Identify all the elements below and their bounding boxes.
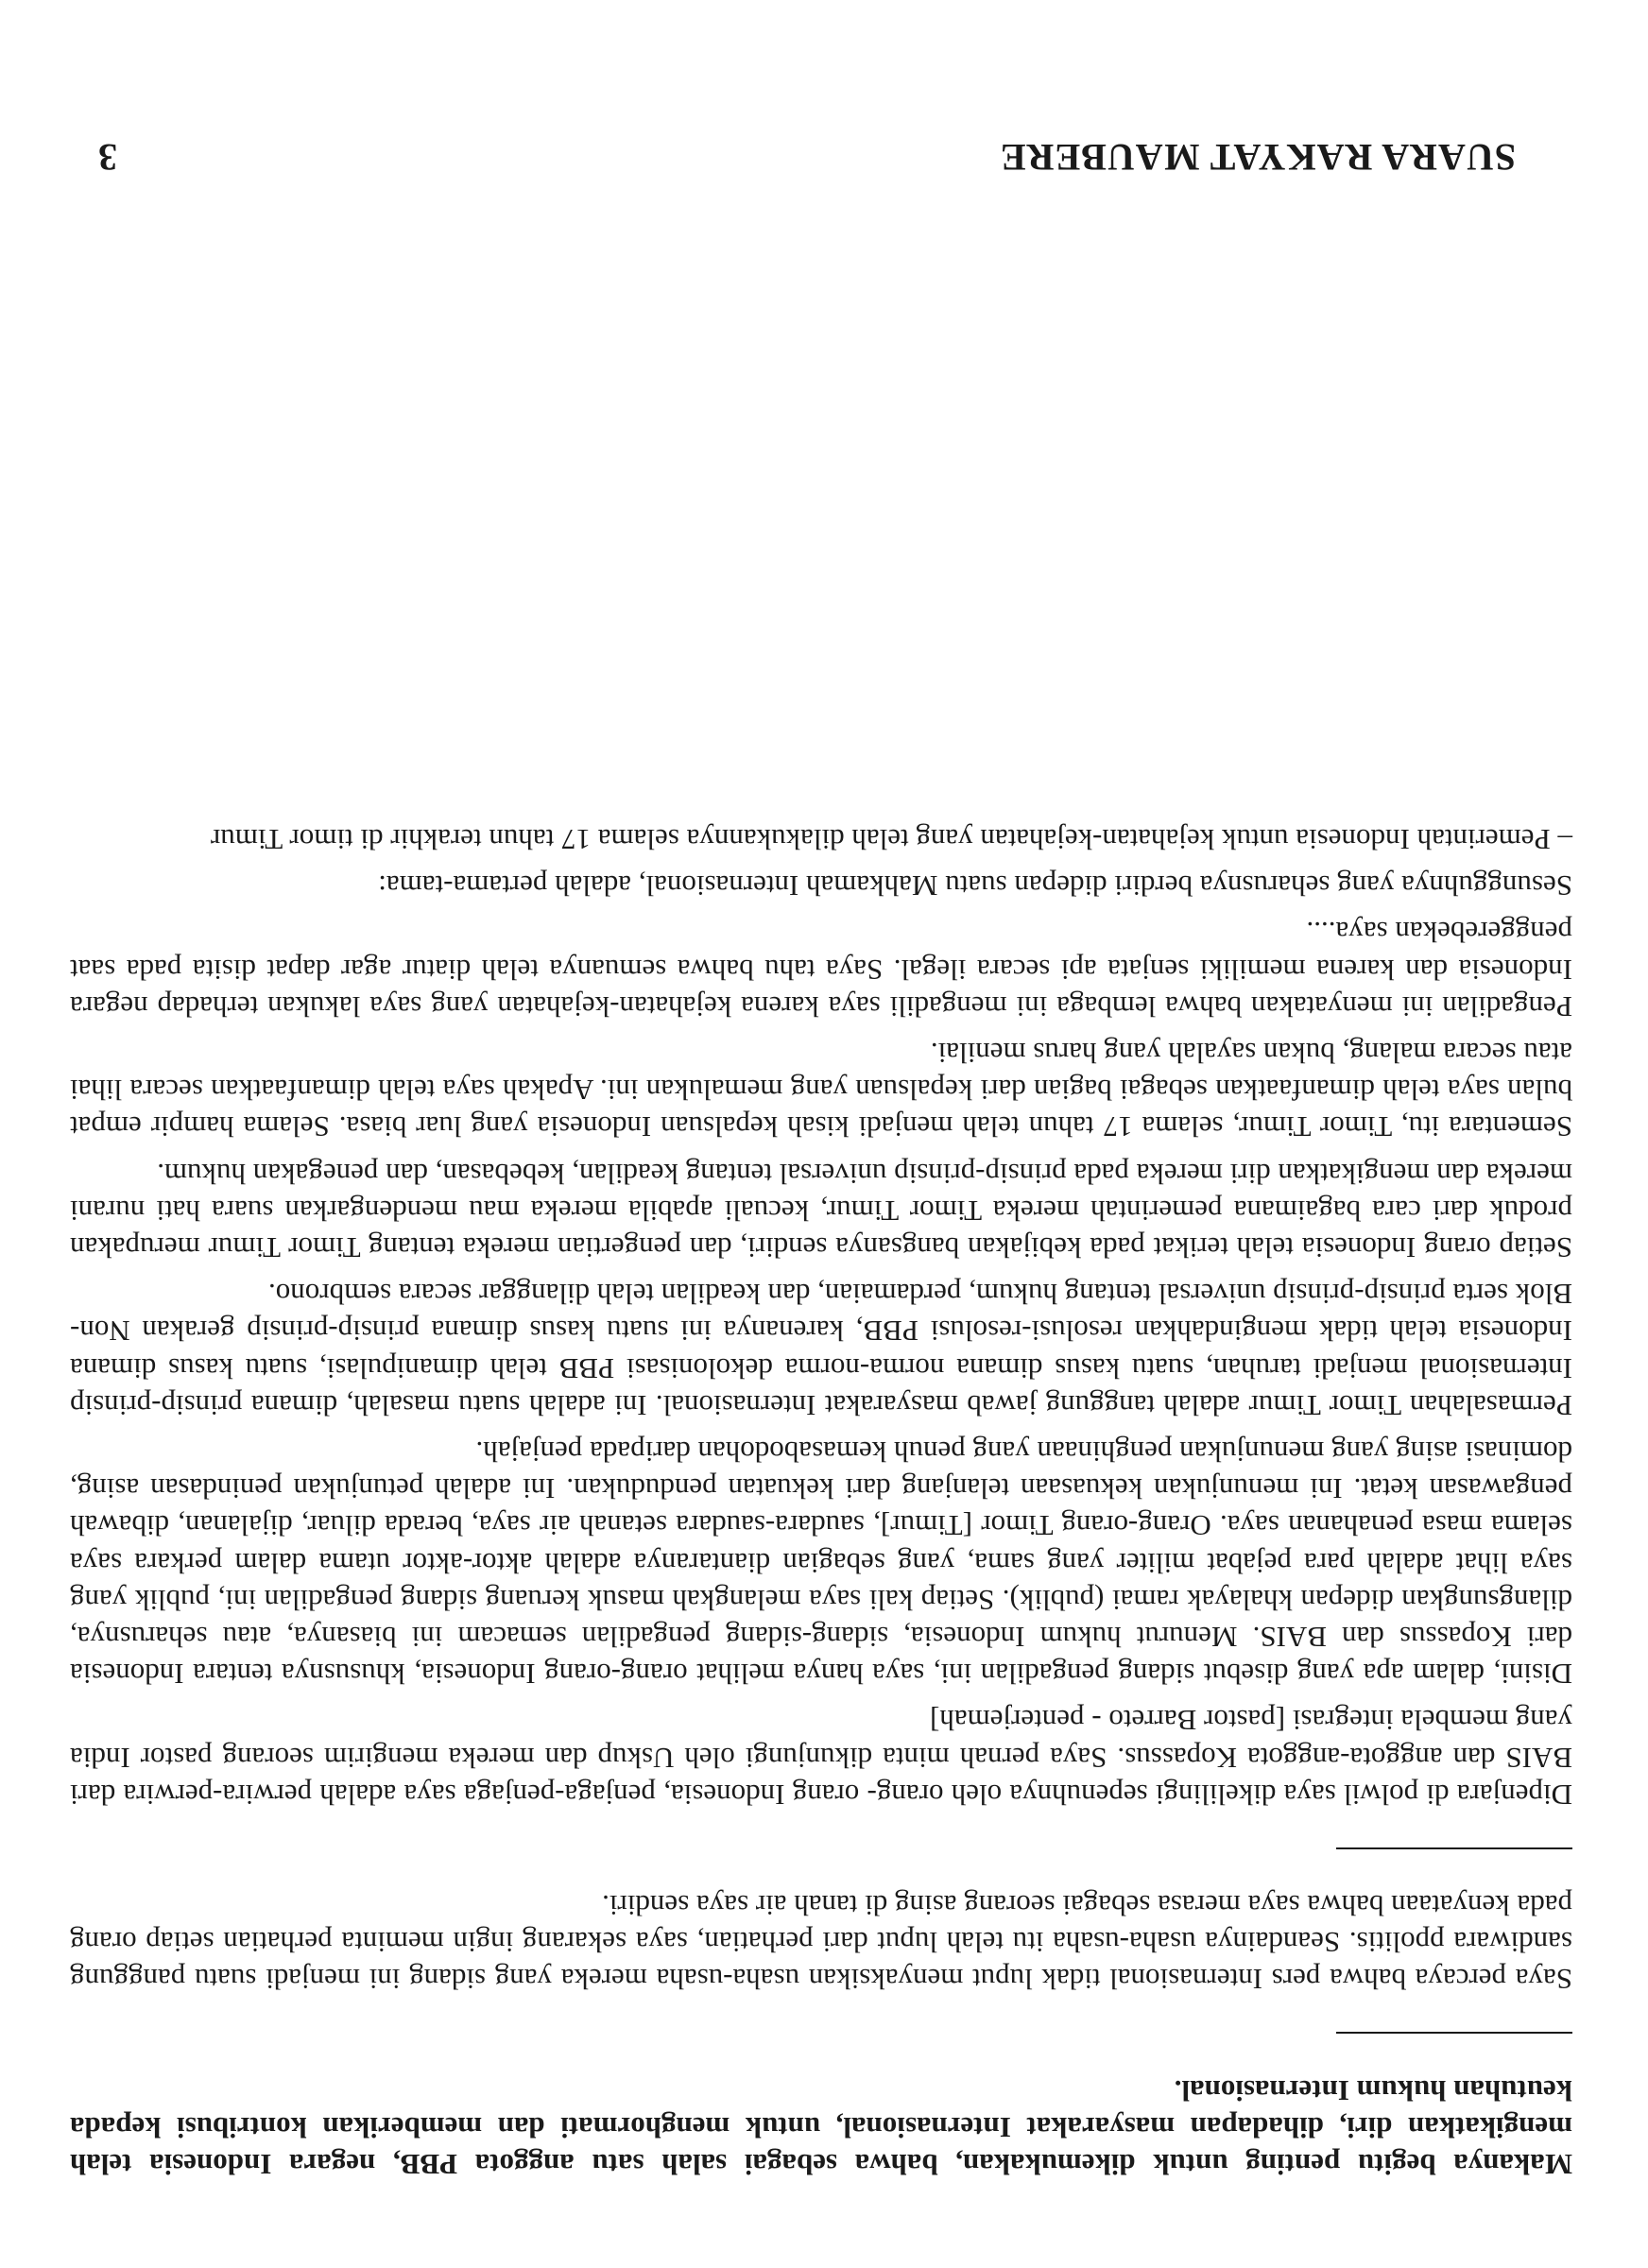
paragraph-5: Setiap orang Indonesia telah terikat pada kebijakan bangsanya sendiri, dan pengertian mereka tentang Timor Timur merupakan produk dari cara bagaimana pemerintah mereka Timor Timur, kecuali apabila mereka mau mendengarkan suara hati nurani mereka dan mengikatkan diri mereka pada prinsip-prinsip universal tentang keadilan, kebebasan, dan penegakan hukum. [70,1157,1572,1264]
paragraph-6: Permasalahan Timor Timur adalah tanggung jawab masyarakat Internasional. Ini adalah suatu masalah, dimana prinsip-prinsip Internasional menjadi taruhan, suatu kasus dimana norma-norma dekolonisasi PBB telah dimanipulasi, suatu kasus dimana Indonesia telah tidak mengindahkan resolusi-resolusi PBB, karenanya ini suatu kasus dimana prinsip-prinsip gerakan Non- Blok serta prinsip-prinsip universal tentang hukum, perdamaian, dan keadilan telah dilanggar secara sembrono. [70,1278,1572,1422]
paragraph-2: Sesungguhnya yang seharusnya berdiri didepan suatu Mahkamah Internasional, adalah pertama-tama: [378,869,1572,903]
paragraph-4: Sementara itu, Timor Timur, selama 17 tahun telah menjadi kisah kepalsuan Indonesia yang luar biasa. Selama hampir empat bulan saya telah dimanfaatkan sebagai bagian dari kepalsuan yang memalukan ini. Apakah saya telah dimanfaatkan secara lihai atau secara malang, bukan sayalah yang harus menilai. [70,1036,1572,1144]
newsletter-title: SUARA RAKYAT MAUBERE [999,136,1516,179]
body-text [70,198,1572,2183]
section-divider [1336,1847,1572,1849]
paragraph-1: – Pemerintah Indonesia untuk kejahatan-kejahatan yang telah dilakukannya selama 17 tahun terakhir di timor Timur [210,822,1572,856]
paragraph-8: Dipenjara di polwil saya dikelilingi sepenuhnya oleh orang- orang Indonesia, penjaga-penjaga saya adalah perwira-perwira dari BAIS dan anggota-anggota Kopassus. Saya pernah minta dikunjungi oleh Uskup dan mereka mengirim seorang pastor India yang membela integrasi [pastor Barreto - penterjemah] [70,1704,1572,1812]
paragraph-9: Saya percaya bahwa pers Internasional tidak luput menyaksikan usaha-usaha mereka yang sidang ini menjadi suatu panggung sandiwara ppolitis. Seandainya usaha-usaha itu telah luput dari perhatian, saya sekarang ingin meminta perhatian setiap orang pada kenyataan bahwa saya merasa sebagai seorang asing di tanah air saya sendiri. [70,1888,1572,1997]
paragraph-10: Makanya begitu penting untuk dikemukakan, bahwa sebagai salah satu anggota PBB, negara Indonesia telah mengikatkan diri, dihadapan masyarakat Internasional, untuk menghormati dan memberikan kontribusi kepada keutuhan hukum Internasional. [70,2073,1572,2181]
page-number: 3 [98,136,117,179]
page-header [98,123,1516,180]
paragraph-3: Pengadilan ini menyatakan bahwa lembaga ini mengadili saya karena kejahatan-kejahatan yang saya lakukan terhadap negara Indonesia dan karena memiliki senjata api secara ilegal. Saya tahu bahwa semuanya telah diatur agar dapat disita pada saat penggerebekan saya.... [70,916,1572,1023]
paragraph-7: Disini, dalam apa yang disebut sidang pengadilan ini, saya hanya melihat orang-orang Indonesia, khususnya tentara Indonesia dari Kopassus dan BAIS. Menurut hukum Indonesia, sidang-sidang pengadilan semacam ini biasanya, atau seharusnya, dilangsungkan didepan khalayak ramai (publik). Setiap kali saya melangkah masuk keruang sidang pengadilan ini, publik yang saya lihat adalah para pejabat militer yang sama, yang sebagian diantaranya adalah aktor-aktor utama dalam perkara saya selama masa penahanan saya. Orang-orang Timor [Timur], saudara-saudara setanah air saya, berada diluar, dijalanan, dibawah pengawasan ketat. Ini menunjukan kekuasaan telanjang dari kekuatan pendudukan. Ini adalah petunjukan penindasan asing, dominasi asing yang menunjukan penghinaan yang penuh kemasabodohan daripada penjajah. [70,1435,1572,1692]
section-divider [1336,2032,1572,2034]
